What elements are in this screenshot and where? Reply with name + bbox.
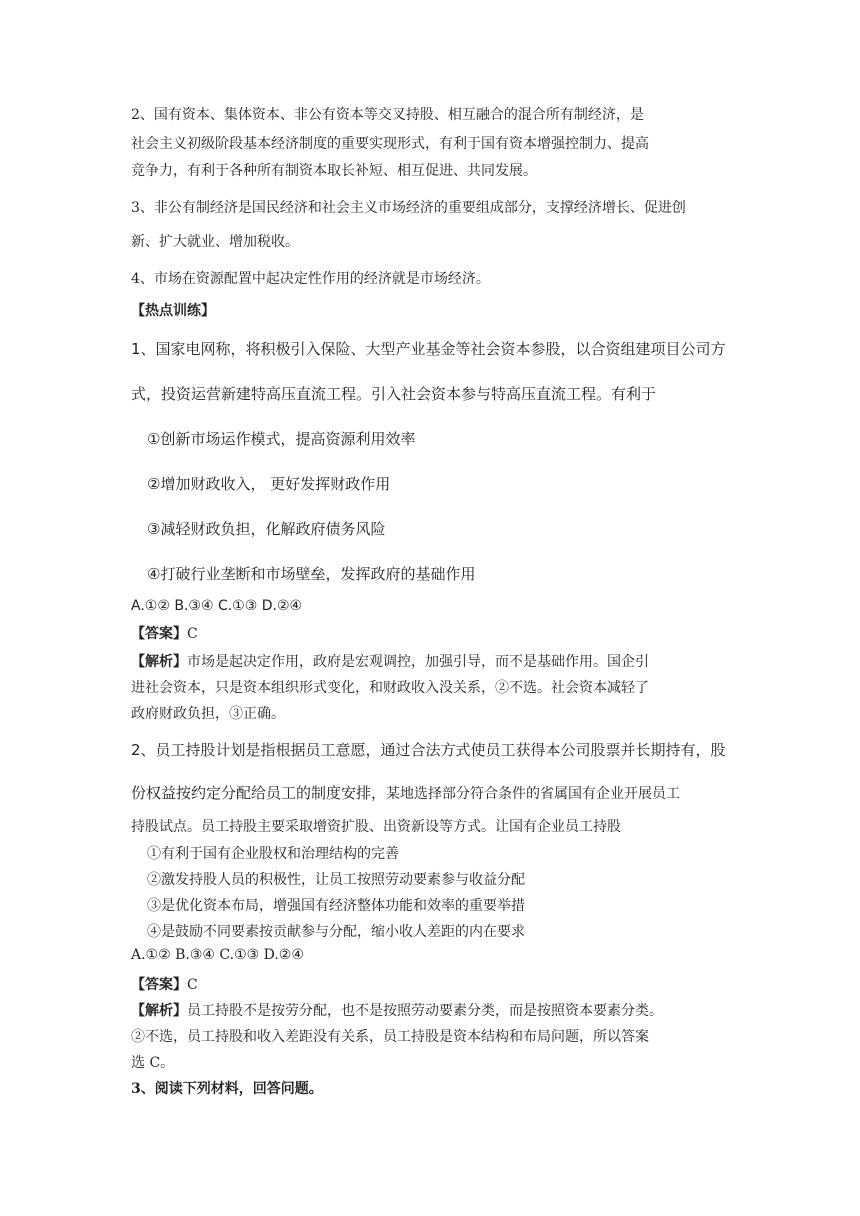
question-1-answer-row — [131, 623, 198, 643]
point-2-line-1: 2、国有资本、集体资本、非公有资本等交叉持股、相互融合的混合所有制经济，是 — [131, 107, 644, 123]
question-2-option-3: ③是优化资本布局，增强国有经济整体功能和效率的重要举措 — [147, 898, 525, 914]
point-2-line-2: 社会主义初级阶段基本经济制度的重要实现形式，有利于国有资本增强控制力、提高 — [131, 136, 649, 152]
question-2-option-4: ④是鼓励不同要素按贡献参与分配，缩小收人差距的内在要求 — [147, 924, 525, 940]
question-1-analysis-line-2: 进社会资本，只是资本组织形式变化，和财政收入没关系，②不选。社会资本减轻了 — [131, 680, 649, 696]
question-2-option-2: ②激发持股人员的积极性，让员工按照劳动要素参与收益分配 — [147, 872, 525, 888]
question-2-analysis-line-2: ②不选，员工持股和收入差距没有关系，员工持股是资本结构和布局问题，所以答案 — [131, 1029, 649, 1045]
question-1-line-2: 式，投资运营新建特高压直流工程。引入社会资本参与特高压直流工程。有利于 — [131, 385, 657, 403]
question-2-line-1: 2、员工持股计划是指根据员工意愿，通过合法方式使员工获得本公司股票并长期持有，股 — [131, 741, 726, 759]
question-1-option-4: ④打破行业垄断和市场壁垒，发挥政府的基础作用 — [147, 565, 476, 583]
point-2-line-3: 竞争力，有利于各种所有制资本取长补短、相互促进、共同发展。 — [131, 163, 537, 179]
answer-value: C — [187, 626, 198, 642]
question-2-choices: A.①② B.③④ C.①③ D.②④ — [131, 947, 304, 963]
question-2-line-2 — [131, 782, 680, 803]
question-2-answer-row — [131, 974, 198, 994]
question-1-option-1: ①创新市场运作模式，提高资源利用效率 — [147, 430, 416, 448]
question-2-line-2-part-a: 份权益按约定分配给员工的制度安排， — [131, 784, 387, 802]
question-1-analysis-line-1 — [131, 651, 649, 671]
question-1-analysis-line-3: 政府财政负担，③正确。 — [131, 706, 285, 722]
question-1-option-3: ③减轻财政负担，化解政府债务风险 — [147, 520, 386, 538]
question-3-title: 3、阅读下列材料，回答问题。 — [131, 1081, 323, 1097]
section-title-hot-training: 【热点训练】 — [131, 303, 215, 319]
question-2-analysis-line-1 — [131, 1000, 663, 1020]
answer-label: 【答案】 — [131, 626, 187, 642]
answer-value: C — [187, 977, 198, 993]
analysis-label: 【解析】 — [131, 654, 187, 670]
point-3-line-2: 新、扩大就业、增加税收。 — [131, 234, 299, 250]
point-3-line-1: 3、非公有制经济是国民经济和社会主义市场经济的重要组成部分，支撑经济增长、促进创 — [131, 200, 686, 216]
question-1-option-2: ②增加财政收入， 更好发挥财政作用 — [147, 475, 391, 493]
analysis-text: 员工持股不是按劳分配，也不是按照劳动要素分类，而是按照资本要素分类。 — [187, 1003, 663, 1019]
analysis-text: 市场是起决定作用，政府是宏观调控，加强引导，而不是基础作用。国企引 — [187, 654, 649, 670]
point-4: 4、市场在资源配置中起决定性作用的经济就是市场经济。 — [131, 271, 490, 287]
question-2-line-2-part-b: 某地选择部分符合条件的省属国有企业开展员工 — [386, 786, 681, 802]
question-1-choices: A.①② B.③④ C.①③ D.②④ — [131, 598, 303, 614]
question-2-analysis-line-3: 选 C。 — [131, 1055, 175, 1071]
answer-label: 【答案】 — [131, 977, 187, 993]
question-1-line-1: 1、国家电网称，将积极引入保险、大型产业基金等社会资本参股，以合资组建项目公司方 — [131, 340, 726, 358]
question-2-option-1: ①有利于国有企业股权和治理结构的完善 — [147, 846, 399, 862]
question-2-line-3: 持股试点。员工持股主要采取增资扩股、出资新设等方式。让国有企业员工持股 — [131, 819, 621, 835]
analysis-label: 【解析】 — [131, 1003, 187, 1019]
